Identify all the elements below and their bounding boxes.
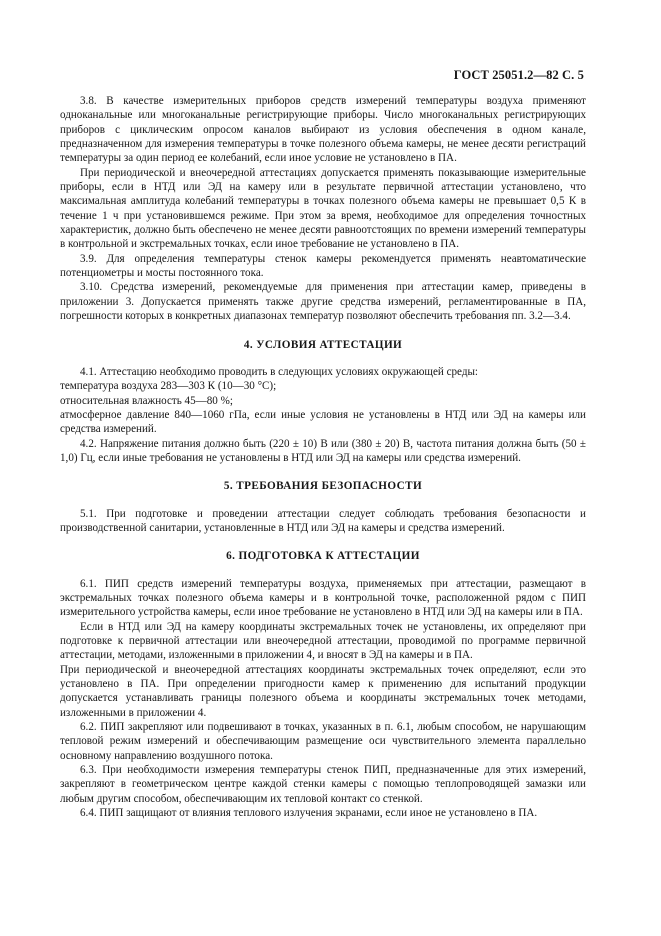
paragraph-6-1: 6.1. ПИП средств измерений температуры воздуха, применяемых при аттестации, размещают в экстремальных точках полезного объема камеры и в контрольной точке, расположенной рядом с ПИП измерительного устройства камеры, если иное требование не установлено в НТД или ЭД на камеры или в ПА.	[60, 577, 586, 619]
paragraph-3-8: 3.8. В качестве измерительных приборов средств измерений температуры воздуха применяют одноканальные или многоканальные регистрирующие приборы. Число многоканальных регистрирующих приборов с циклическим опросом каналов выбирают из условия обеспечения в одном канале, предназначенном для измерения температуры в точке полезного объема камеры, не менее десяти регистраций температуры за один период ее колебаний, если иное условие не установлено в ПА.	[60, 95, 586, 165]
condition-humidity: относительная влажность 45—80 %;	[60, 394, 233, 407]
paragraph-3-10: 3.10. Средства измерений, рекомендуемые для применения при аттестации камер, приведены в приложении 3. Допускается применять также другие средства измерений, регламентированные в ПА, погрешности которых в конкретных диапазонах температур позволяют обеспечить требования пп. 3.2—3.4.	[60, 281, 586, 323]
paragraph-5-1: 5.1. При подготовке и проведении аттестации следует соблюдать требования безопасности и производственной санитарии, установленные в НТД или ЭД на камеры и средства измерений.	[60, 507, 586, 534]
section-5-heading: 5. ТРЕБОВАНИЯ БЕЗОПАСНОСТИ	[223, 480, 423, 493]
paragraph-6-2: 6.2. ПИП закрепляют или подвешивают в точках, указанных в п. 6.1, любым способом, не нарушающим тепловой режим измерений и обеспечивающим размещение оси чувствительного элемента параллельно основному направлению воздушного потока.	[60, 721, 586, 762]
paragraph-6-1-coordinates: Если в НТД или ЭД на камеру координаты экстремальных точек не установлены, их определяют при подготовке к первичной аттестации или внеочередной аттестации, проводимой по программе первичной аттестации, методами, изложенными в приложении 4, и вносят в ЭД на камеры и в ПА.	[60, 620, 586, 662]
paragraph-6-3: 6.3. При необходимости измерения температуры стенок ПИП, предназначенные для этих измерений, закрепляют в геометрическом центре каждой стенки камеры с помощью теплопроводящей замазки или любым другим способом, обеспечивающим их тепловой контакт со стенкой.	[60, 764, 586, 805]
paragraph-3-9: 3.9. Для определения температуры стенок камеры рекомендуется применять неавтоматические потенциометры и мосты постоянного тока.	[60, 252, 586, 280]
section-4-heading: 4. УСЛОВИЯ АТТЕСТАЦИИ	[243, 338, 403, 351]
condition-pressure: атмосферное давление 840—1060 гПа, если иные условия не установлены в НТД или ЭД на камеры или средства измерений.	[60, 408, 586, 436]
condition-temperature: температура воздуха 283—303 К (10—30 °С);	[60, 380, 277, 393]
paragraph-6-1-periodic: При периодической и внеочередной аттестациях координаты экстремальных точек определяют, если это установлено в ПА. При определении пригодности камер к применению для испытаний продукции допускается устанавливать границы полезного объема и координаты экстремальных точек методами, изложенными в приложении 4.	[60, 663, 586, 719]
page-content	[60, 94, 586, 820]
paragraph-3-8-periodic: При периодической и внеочередной аттестациях допускается применять показывающие измерительные приборы, если в НТД или ЭД на камеру или в результате первичной аттестации установлено, что максимальная амплитуда колебаний температуры в точках полезного объема камеры не превышает 0,5 К в течение 1 ч при установившемся режиме. При этом за время, необходимое для определения точностных характеристик, должно быть обеспечено не менее десяти равноотстоящих по времени измерений температуры в контрольной и экстремальных точках, если иное требование не установлено в ПА.	[60, 166, 586, 251]
paragraph-4-2: 4.2. Напряжение питания должно быть (220 ± 10) В или (380 ± 20) В, частота питания должна быть (50 ± 1,0) Гц, если иные требования не установлены в НТД или ЭД на камеры или средства измерений.	[60, 437, 586, 464]
paragraph-4-1: 4.1. Аттестацию необходимо проводить в следующих условиях окружающей среды:	[80, 365, 479, 378]
section-6-heading: 6. ПОДГОТОВКА К АТТЕСТАЦИИ	[226, 550, 420, 563]
paragraph-6-4: 6.4. ПИП защищают от влияния теплового излучения экранами, если иное не установлено в ПА.	[80, 807, 538, 820]
page-header: ГОСТ 25051.2—82 С. 5	[453, 68, 584, 82]
